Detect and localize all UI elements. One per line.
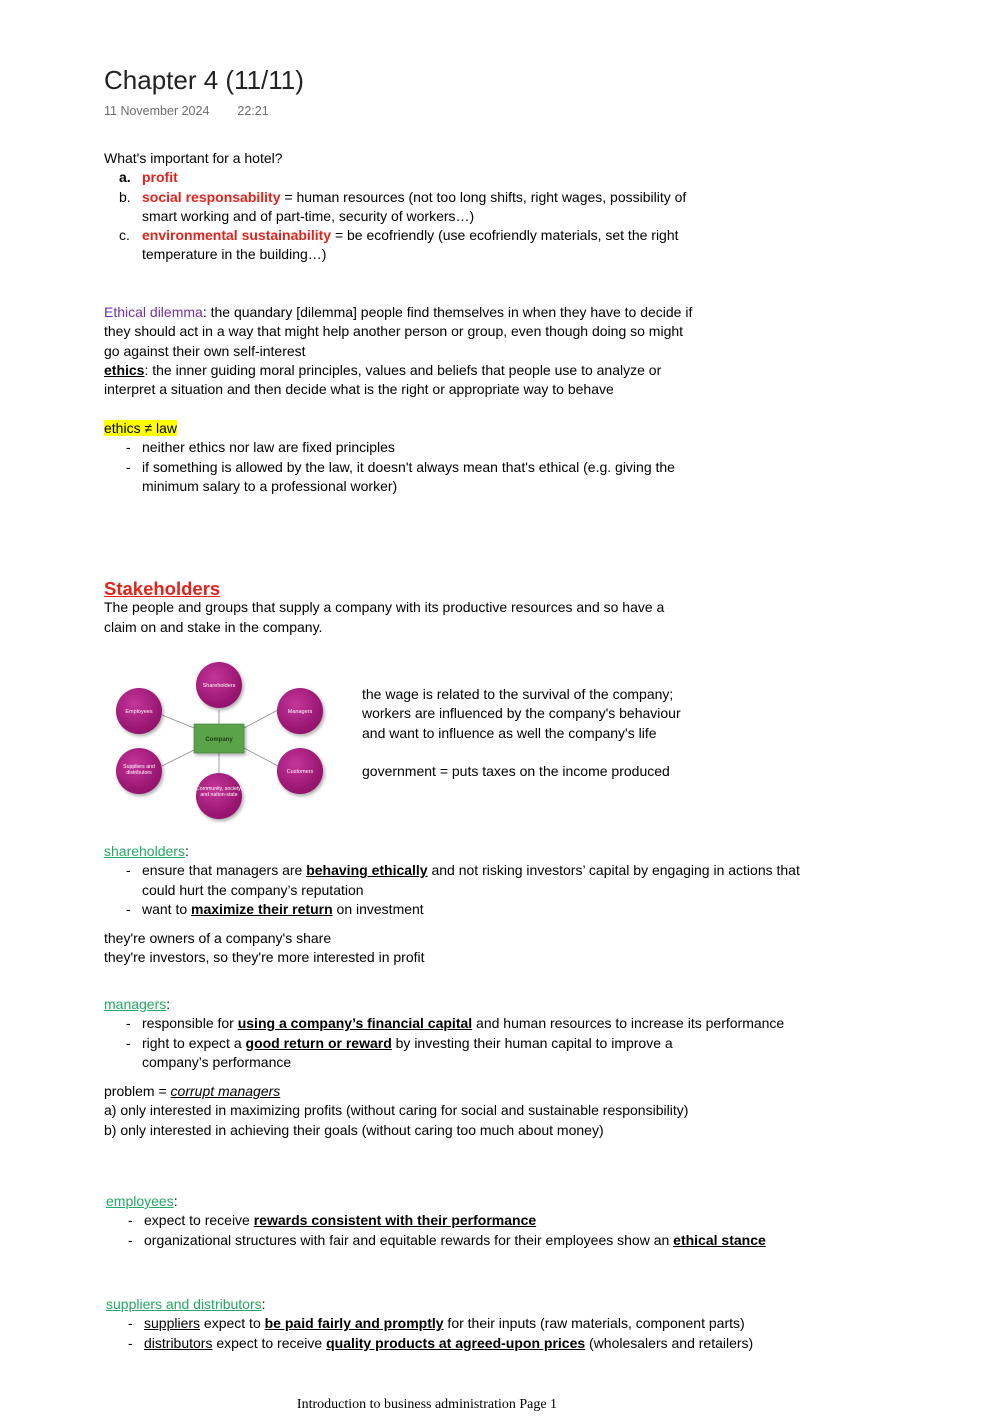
stakeholders-definition: The people and groups that supply a company with its productive resources and so have a claim on and stake in the company. bbox=[104, 599, 665, 635]
list-item bbox=[104, 226, 704, 265]
list-item-text: neither ethics nor law are fixed principles bbox=[142, 439, 395, 456]
shareholders-heading: shareholders bbox=[104, 843, 185, 859]
hotel-section bbox=[104, 149, 704, 265]
ethics-law-heading: ethics ≠ law bbox=[104, 420, 178, 436]
hotel-text: = be ecofriendly (use ecofriendly materials, set the right temperature in the building…) bbox=[142, 227, 679, 263]
list-item-text: if something is allowed by the law, it doesn't always mean that's ethical (e.g. giving the minimum salary to a professional worker) bbox=[142, 458, 675, 494]
page-footer bbox=[0, 1397, 1000, 1413]
managers-problem-a: a) only interested in maximizing profits (without caring for social and sustainable responsibility) bbox=[104, 1102, 689, 1119]
page-time: 22:21 bbox=[237, 104, 269, 118]
managers-section: managers: - responsible for using a company’s financial capital and human resources to increase its performance - right to expect a good return or reward by investing their human capital to improve a company’s performance problem = corrupt managers a) only interested in maximizing profits (without caring for social and sustainable responsibility) b) only interested in achieving their goals (without caring too much about money) bbox=[104, 995, 804, 1140]
list-item: - suppliers expect to be paid fairly and promptly for their inputs (raw materials, component parts) bbox=[128, 1315, 745, 1332]
list-item bbox=[104, 188, 704, 227]
managers-problem: problem = corrupt managers bbox=[104, 1083, 281, 1100]
hotel-term: social responsability bbox=[142, 188, 281, 205]
stakeholders-side-notes bbox=[362, 685, 722, 781]
page-meta bbox=[104, 104, 304, 118]
ethical-dilemma-paragraph bbox=[104, 303, 694, 361]
ethics-law-list bbox=[104, 438, 694, 496]
list-item: - organizational structures with fair and equitable rewards for their employees show an ethical stance bbox=[128, 1231, 766, 1248]
node-label: Suppliers and distributors bbox=[123, 764, 155, 776]
hotel-term: profit bbox=[142, 169, 178, 186]
node-label: Employees bbox=[125, 709, 153, 715]
side-note: and want to influence as well the company's life bbox=[362, 724, 657, 741]
page-title: Chapter 4 (11/11) bbox=[104, 65, 304, 95]
emphasis: good return or reward bbox=[245, 1034, 392, 1051]
shareholders-note: they're owners of a company's share bbox=[104, 930, 332, 947]
shareholders-list bbox=[104, 861, 804, 919]
ethics-paragraph bbox=[104, 361, 694, 400]
node-label: Community, society, and nation-state bbox=[196, 786, 242, 798]
side-note: the wage is related to the survival of the company; bbox=[362, 686, 674, 702]
list-item: - expect to receive rewards consistent with their performance bbox=[128, 1212, 537, 1229]
stakeholders-section bbox=[104, 579, 694, 637]
side-note: workers are influenced by the company's behaviour bbox=[362, 705, 681, 722]
hotel-list bbox=[104, 168, 704, 264]
node-label: Customers bbox=[286, 769, 314, 775]
list-item: - right to expect a good return or reward by investing their human capital to improve a company’s performance bbox=[126, 1034, 673, 1070]
ethics-law-section bbox=[104, 419, 694, 496]
emphasis: maximize their return bbox=[191, 900, 333, 917]
ethics-text: : the inner guiding moral principles, values and beliefs that people use to analyze or interpret a situation and then decide what is the right or appropriate way to behave bbox=[104, 361, 662, 398]
list-item: - neither ethics nor law are fixed principles bbox=[126, 439, 395, 456]
ethical-dilemma-text: : the quandary [dilemma] people find themselves in when they have to decide if they should act in a way that might help another person or group, even though doing so might go against their own self-interest bbox=[104, 304, 693, 359]
distributors-term: distributors bbox=[144, 1334, 213, 1351]
suppliers-section: suppliers and distributors: - suppliers expect to be paid fairly and promptly for their inputs (raw materials, component parts) - distributors expect to receive quality products at agreed-upon prices (wholesalers and retailers) bbox=[106, 1295, 806, 1353]
list-item: - responsible for using a company’s financial capital and human resources to increase its performance bbox=[126, 1015, 785, 1032]
ethics-term: ethics bbox=[104, 361, 145, 378]
list-item bbox=[104, 168, 704, 187]
managers-heading: managers bbox=[104, 996, 167, 1012]
stakeholders-title: Stakeholders bbox=[104, 578, 221, 599]
company-label: Company bbox=[205, 737, 233, 743]
ethics-section bbox=[104, 303, 694, 399]
emphasis: be paid fairly and promptly bbox=[264, 1315, 444, 1332]
hotel-text: = human resources (not too long shifts, right wages, possibility of smart working and of part-time, security of workers…) bbox=[142, 188, 687, 224]
employees-list bbox=[106, 1211, 806, 1250]
employees-section: employees: - expect to receive rewards consistent with their performance - organizational structures with fair and equitable rewards for their employees show an ethical stance bbox=[106, 1192, 806, 1250]
emphasis: rewards consistent with their performance bbox=[253, 1212, 537, 1229]
footer-text: Introduction to business administration Page 1 bbox=[296, 1397, 558, 1412]
list-marker: a. bbox=[119, 169, 131, 186]
stakeholders-diagram bbox=[108, 658, 334, 824]
list-item: - want to maximize their return on investment bbox=[126, 900, 424, 917]
suppliers-term: suppliers bbox=[144, 1315, 201, 1332]
page-header bbox=[104, 62, 304, 118]
list-item: - ensure that managers are behaving ethically and not risking investors’ capital by engaging in actions that could hurt the company’s reputation bbox=[126, 862, 800, 898]
ethical-dilemma-term: Ethical dilemma bbox=[104, 304, 203, 320]
shareholders-note: they're investors, so they're more interested in profit bbox=[104, 949, 425, 966]
managers-list bbox=[104, 1014, 804, 1072]
list-item: - if something is allowed by the law, it doesn't always mean that's ethical (e.g. giving the minimum salary to a professional worker) bbox=[126, 458, 675, 494]
node-label: Shareholders bbox=[202, 683, 236, 689]
emphasis: quality products at agreed-upon prices bbox=[326, 1334, 586, 1351]
shareholders-section: shareholders: - ensure that managers are behaving ethically and not risking investors’ capital by engaging in actions that could hurt the company’s reputation - want to maximize their return on investment they're owners of a company's share they're investors, so they're more interested in profit bbox=[104, 842, 804, 968]
side-note: government = puts taxes on the income produced bbox=[362, 763, 670, 780]
list-marker: b. bbox=[119, 188, 131, 205]
corrupt-managers-term: corrupt managers bbox=[170, 1083, 281, 1100]
suppliers-list bbox=[106, 1314, 806, 1353]
hotel-question: What's important for a hotel? bbox=[104, 150, 283, 166]
managers-problem-b: b) only interested in achieving their goals (without caring too much about money) bbox=[104, 1121, 604, 1138]
emphasis: using a company’s financial capital bbox=[237, 1015, 473, 1032]
list-item: - distributors expect to receive quality products at agreed-upon prices (wholesalers and retailers) bbox=[128, 1334, 754, 1351]
list-marker: c. bbox=[119, 227, 130, 244]
suppliers-heading: suppliers and distributors bbox=[106, 1296, 262, 1312]
emphasis: ethical stance bbox=[673, 1231, 766, 1248]
employees-heading: employees bbox=[106, 1193, 174, 1209]
node-label: Managers bbox=[287, 709, 313, 715]
page-date: 11 November 2024 bbox=[104, 104, 210, 118]
emphasis: behaving ethically bbox=[306, 862, 428, 879]
hotel-term: environmental sustainability bbox=[142, 227, 332, 244]
